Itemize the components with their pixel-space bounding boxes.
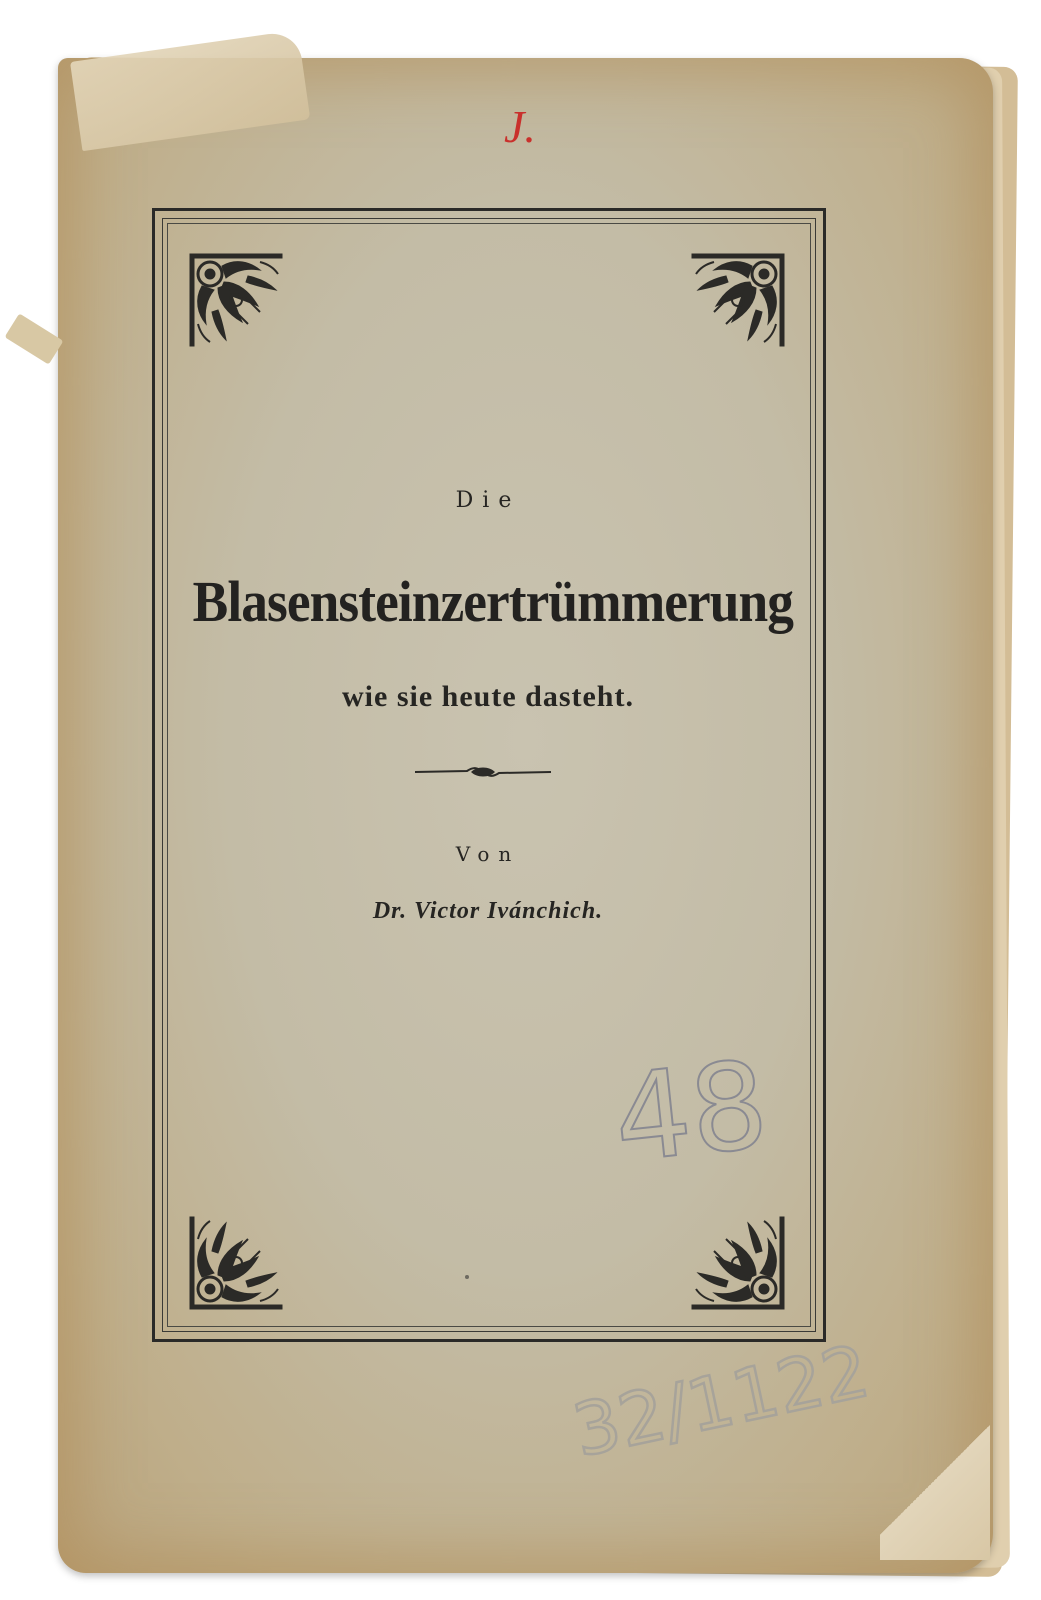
divider-flourish-icon	[415, 764, 551, 780]
corner-ornament-icon	[690, 1215, 786, 1311]
heading-die: Die	[455, 488, 521, 513]
spine-tab	[5, 313, 64, 364]
book-title: Blasensteinzertrümmerung	[192, 569, 794, 634]
book-subtitle: wie sie heute dasteht.	[342, 680, 634, 713]
pencil-scribble	[560, 1328, 877, 1474]
corner-ornament-icon	[188, 252, 284, 348]
author-name: Dr. Victor Ivánchich.	[372, 898, 604, 924]
red-ink-text: J.	[504, 101, 536, 152]
ink-dot	[465, 1275, 469, 1279]
corner-ornament-icon	[188, 1215, 284, 1311]
corner-ornament-icon	[690, 252, 786, 348]
pencil-number-text: 48	[607, 1035, 774, 1191]
pencil-number	[605, 1020, 774, 1191]
pencil-scribble-text: 32/1122	[565, 1328, 877, 1474]
red-ink-mark	[498, 98, 560, 156]
by-line: Von	[455, 842, 521, 866]
folded-corner	[880, 1400, 990, 1560]
